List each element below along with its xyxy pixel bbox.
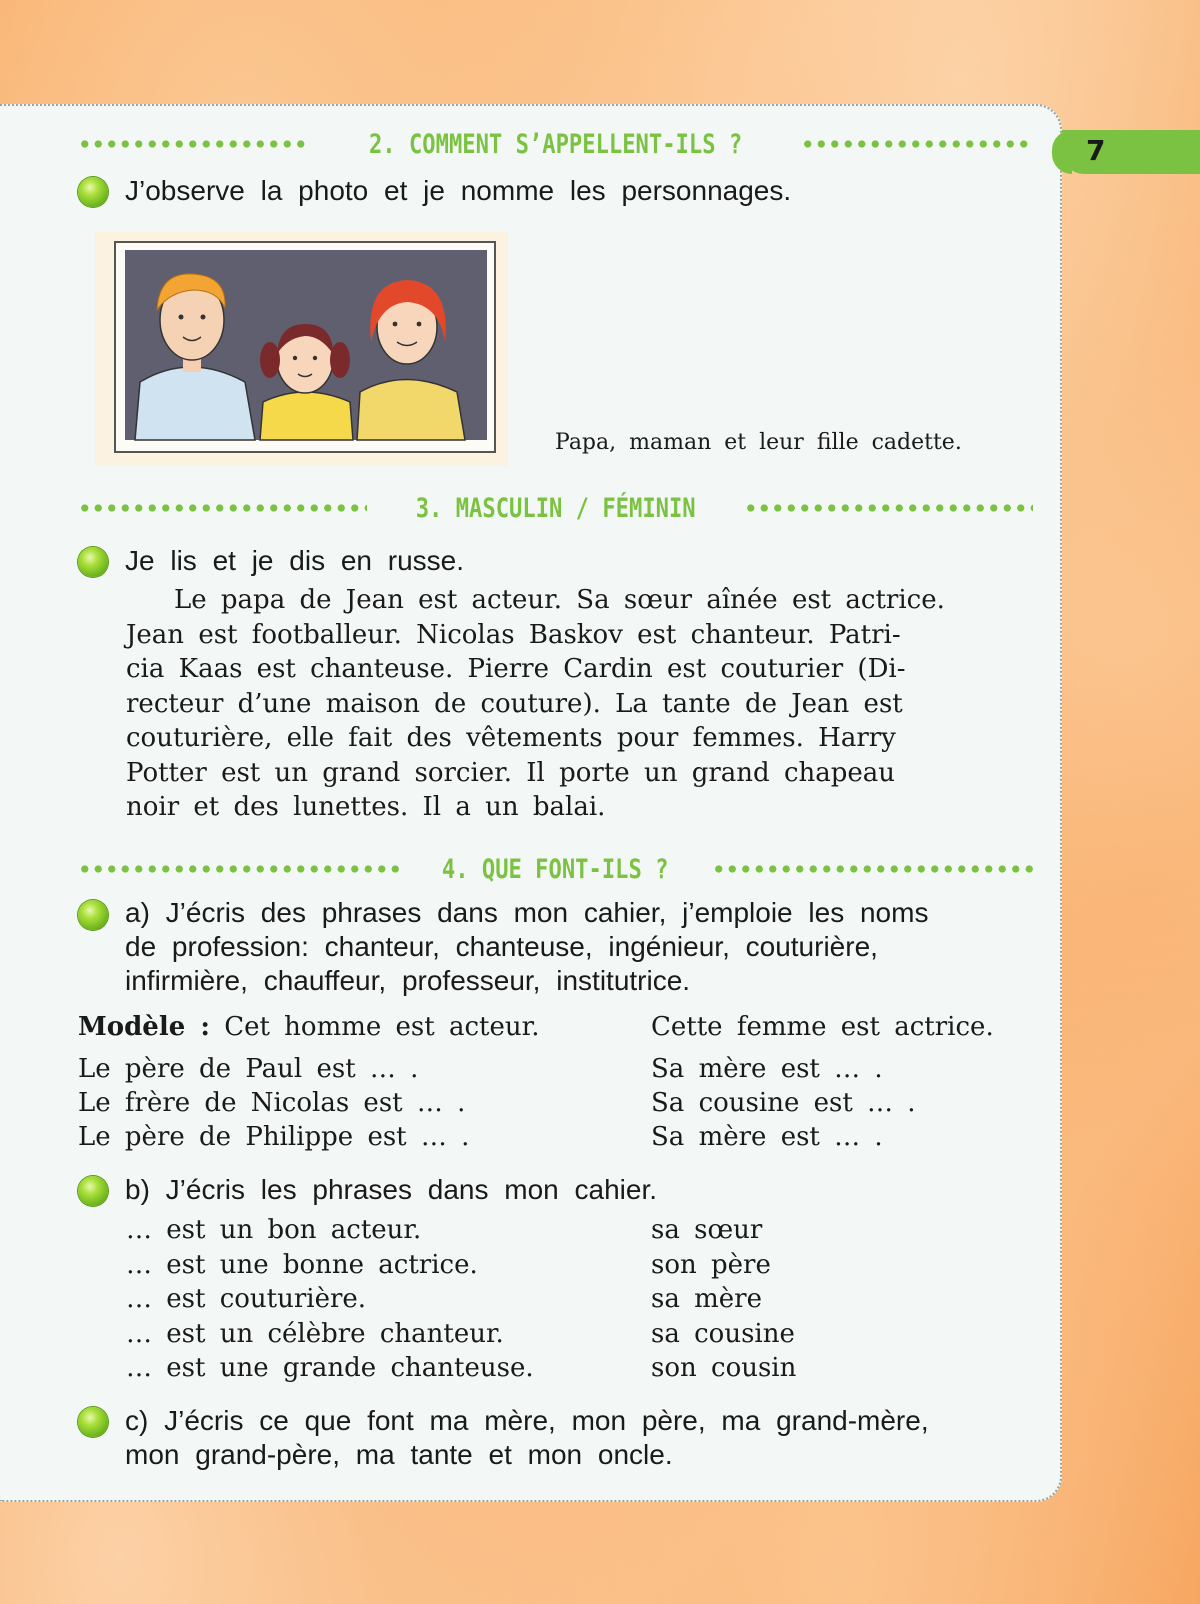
green-bullet-icon [78,1407,108,1437]
section-2-header [78,127,1033,161]
dotted-rule [744,504,1033,512]
text-line: Jean est footballeur. Nicolas Baskov est chanteur. Patri- [126,619,901,650]
family-photo [95,232,508,466]
page-number: 7 [1086,134,1106,167]
list-item [126,1351,1026,1386]
part-b-instruction: b) J’écris les phrases dans mon cahier. [125,1174,657,1205]
section-2-title: 2. COMMENT S’APPELLENT-ILS ? [368,128,743,160]
section-4-header [78,852,1033,886]
green-bullet-icon [78,900,108,930]
list-item [126,1317,1026,1352]
part-a-instruction [125,896,1033,998]
model-row [78,1010,1038,1045]
row-right: Sa cousine est … . [651,1088,916,1118]
photo-caption: Papa, maman et leur fille cadette. [555,430,962,455]
section-3-instruction: Je lis et je dis en russe. [125,545,465,576]
section-2-instruction: J’observe la photo et je nomme les personnages. [125,175,792,206]
text-line: mon grand-père, ma tante et mon oncle. [125,1439,673,1470]
dotted-rule [78,140,310,148]
green-bullet-icon [78,547,108,577]
exercise-row [78,1052,1038,1087]
exercise-row [78,1086,1038,1121]
text-line: recteur d’une maison de couture). La tante de Jean est [126,688,903,719]
text-line: infirmière, chauffeur, professeur, institutrice. [125,965,691,996]
model-left: Cet homme est acteur. [224,1012,540,1042]
item-right: son père [651,1249,771,1280]
row-right: Sa mère est … . [651,1054,883,1084]
dotted-rule [801,140,1033,148]
text-line: Le papa de Jean est acteur. Sa sœur aînée est actrice. [174,585,945,615]
text-line: Potter est un grand sorcier. Il porte un grand chapeau [126,757,896,788]
row-left: Le père de Philippe est … . [78,1122,470,1152]
text-line: noir et des lunettes. Il a un balai. [126,792,606,822]
section-3-title: 3. MASCULIN / FÉMININ [415,492,696,524]
item-left: … est couturière. [126,1284,367,1314]
text-line: a) J’écris des phrases dans mon cahier, j’emploie les noms [125,897,929,928]
item-left: … est un célèbre chanteur. [126,1318,504,1349]
exercise-row [78,1120,1038,1155]
item-left: … est un bon acteur. [126,1215,422,1245]
dotted-rule [78,504,367,512]
list-item [126,1282,1026,1317]
list-item [126,1213,1026,1248]
item-right: sa sœur [651,1215,763,1245]
page-number-tab [1062,130,1200,174]
row-left: Le frère de Nicolas est … . [78,1088,466,1118]
family-illustration [95,232,508,466]
model-label: Modèle : [78,1012,210,1042]
text-line: c) J’écris ce que font ma mère, mon père, ma grand-mère, [125,1405,929,1436]
text-line: de profession: chanteur, chanteuse, ingénieur, couturière, [125,931,878,962]
section-3-text [126,583,1034,825]
model-right: Cette femme est actrice. [651,1012,994,1042]
part-c-instruction [125,1404,1033,1472]
row-left: Le père de Paul est … . [78,1054,419,1084]
item-right: sa cousine [651,1318,795,1349]
green-bullet-icon [78,177,108,207]
green-bullet-icon [78,1176,108,1206]
row-right: Sa mère est … . [651,1122,883,1152]
section-4-title: 4. QUE FONT-ILS ? [442,853,669,885]
text-line: couturière, elle fait des vêtements pour femmes. Harry [126,723,896,753]
dotted-rule [78,865,399,873]
item-left: … est une bonne actrice. [126,1249,478,1280]
dotted-rule [712,865,1033,873]
text-line: cia Kaas est chanteuse. Pierre Cardin est couturier (Di- [126,654,906,684]
item-left: … est une grande chanteuse. [126,1353,534,1383]
item-right: sa mère [651,1284,762,1314]
part-b-list [126,1213,1026,1386]
section-3-header [78,491,1033,525]
list-item [126,1248,1026,1283]
item-right: son cousin [651,1353,797,1383]
